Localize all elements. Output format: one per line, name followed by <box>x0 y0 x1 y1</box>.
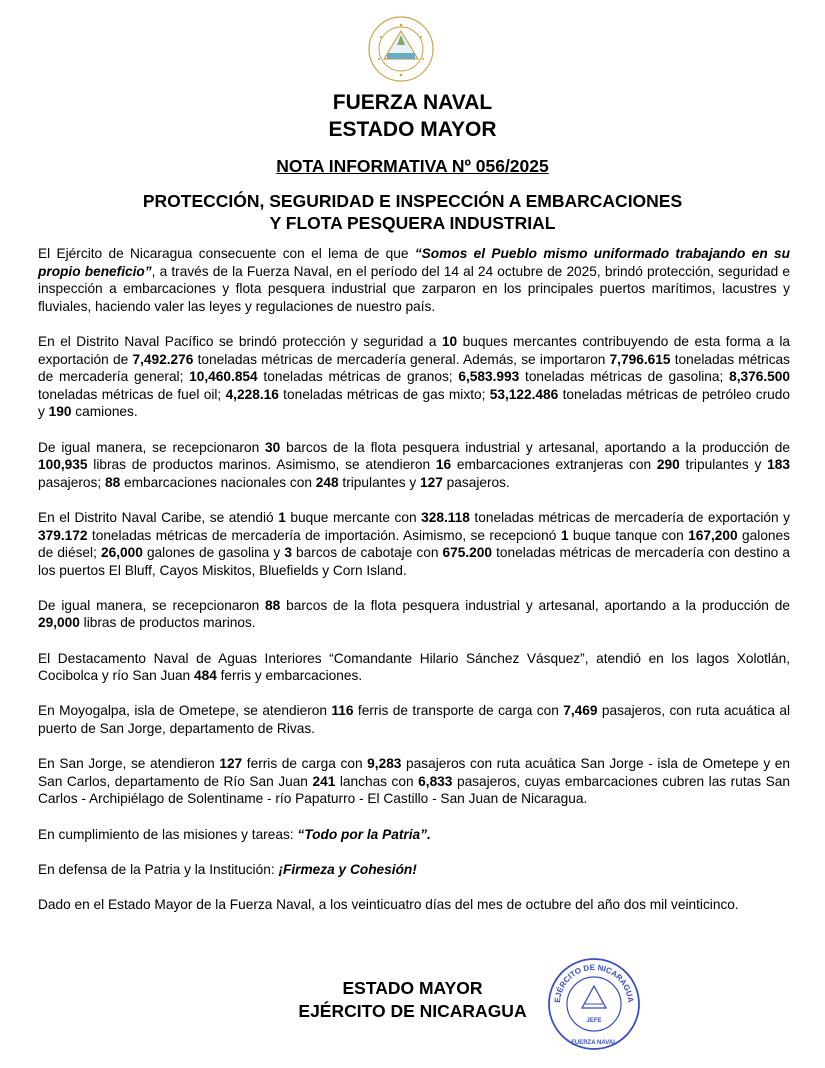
paragraph-text: tripulantes y <box>679 457 768 473</box>
emphasis-text: 127 <box>219 756 243 772</box>
emphasis-text: 328.118 <box>421 509 470 525</box>
paragraph-text: camiones. <box>71 404 138 420</box>
body-paragraph-2 <box>38 333 790 421</box>
paragraph-text: En el Distrito Naval Pacífico se brindó protección y seguridad a <box>38 333 442 349</box>
emphasis-text: 190 <box>48 404 72 420</box>
document-subtitle <box>0 190 825 234</box>
body-paragraph-5 <box>38 597 790 632</box>
stamp-bottom-text: FUERZA NAVAL <box>571 1040 617 1046</box>
paragraph-text: pasajeros con ruta acuática San Jorge - isla de Ometepe y en San Carlos, departamento de Río San Juan <box>38 756 791 789</box>
paragraph-text: barcos de la flota pesquera industrial y artesanal, aportando a la producción de <box>280 597 790 613</box>
paragraph-text: barcos de la flota pesquera industrial y artesanal, aportando a la producción de <box>280 439 790 455</box>
paragraph-text: toneladas métricas de petróleo crudo y <box>38 386 790 420</box>
emphasis-text: 6,583.993 <box>458 369 520 385</box>
paragraph-text: En defensa de la Patria y la Institución: <box>38 861 279 877</box>
paragraph-text: ferris de carga con <box>242 756 368 772</box>
paragraph-text: pasajeros. <box>442 474 510 490</box>
paragraph-text: , a través de la Fuerza Naval, en el período del 14 al 24 octubre de 2025, brindó protección, seguridad e inspección a embarcaciones y flota pesquera industrial que zarparon en los principales puertos marítimos, lacustres y fluviales, haciendo valer las leyes y regulaciones de nuestro país. <box>38 263 790 314</box>
paragraph-text: El Destacamento Naval de Aguas Interiores “Comandante Hilario Sánchez Vásquez”, atendió en los lagos Xolotlán, Cocibolca y río San Juan <box>38 650 790 684</box>
paragraph-text: lanchas con <box>335 773 419 789</box>
paragraph-text: pasajeros, con ruta acuática al puerto de San Jorge, departamento de Rivas. <box>38 703 790 737</box>
emphasis-text: 3 <box>284 545 292 561</box>
emphasis-text: 675.200 <box>442 545 493 561</box>
paragraph-text: En Moyogalpa, isla de Ometepe, se atendieron <box>38 703 332 719</box>
emphasis-text: 379.172 <box>38 527 88 543</box>
body-paragraph-4 <box>38 509 790 579</box>
subtitle-line-1: PROTECCIÓN, SEGURIDAD E INSPECCIÓN A EMBARCACIONES <box>142 191 683 211</box>
paragraph-text: toneladas métricas de mercadería general. Además, se importaron <box>193 351 610 367</box>
emphasis-text: ¡Firmeza y Cohesión! <box>278 861 417 877</box>
paragraph-text: tripulantes y <box>338 474 420 490</box>
paragraph-text: En cumplimiento de las misiones y tareas: <box>38 826 298 842</box>
emphasis-text: 7,469 <box>563 703 598 719</box>
emphasis-text: 88 <box>265 597 281 613</box>
emphasis-text: 1 <box>560 527 569 543</box>
paragraph-text: El Ejército de Nicaragua consecuente con el lema de que <box>38 246 415 261</box>
paragraph-text: galones de diésel; <box>38 527 790 561</box>
paragraph-text: buques mercantes contribuyendo de esta forma a la exportación de <box>38 333 790 367</box>
paragraph-text: ferris y embarcaciones. <box>216 668 363 684</box>
nota-informativa-title: NOTA INFORMATIVA Nº 056/2025 <box>276 156 549 176</box>
header-fuerza-naval: FUERZA NAVAL <box>332 91 493 114</box>
paragraph-text: toneladas métricas de mercadería con destino a los puertos El Bluff, Cayos Miskitos, Bluefields y Corn Island. <box>38 545 790 578</box>
emphasis-text: 116 <box>331 703 354 719</box>
emphasis-text: 1 <box>278 509 286 525</box>
emphasis-text: 241 <box>312 773 336 789</box>
body-paragraph-3 <box>38 439 790 492</box>
emphasis-text: 16 <box>435 457 452 473</box>
paragraph-text: toneladas métricas de fuel oil; <box>38 386 226 402</box>
emphasis-text: 248 <box>315 474 339 490</box>
signature-ejercito: EJÉRCITO DE NICARAGUA <box>298 1001 527 1021</box>
body-paragraph-10 <box>38 861 790 879</box>
emphasis-text: 127 <box>420 474 443 490</box>
paragraph-text: galones de gasolina y <box>142 545 285 561</box>
paragraph-text: toneladas métricas de mercadería general; <box>38 351 791 385</box>
stamp-center-text: JEFE <box>586 1018 602 1024</box>
paragraph-text: toneladas métricas de mercadería de importación. Asimismo, se recepcionó <box>87 527 561 543</box>
stamp-ring-text: EJÉRCITO DE NICARAGUA <box>552 962 636 1004</box>
emphasis-text: 9,283 <box>367 756 402 772</box>
nicaragua-coat-of-arms-seal <box>367 15 435 83</box>
paragraph-text: pasajeros; <box>38 474 105 490</box>
emphasis-text: 4,228.16 <box>225 386 279 402</box>
paragraph-text: toneladas métricas de gas mixto; <box>278 386 490 402</box>
paragraph-text: ferris de transporte de carga con <box>353 703 564 719</box>
header-estado-mayor: ESTADO MAYOR <box>328 118 497 141</box>
body-paragraph-6 <box>38 650 790 685</box>
emphasis-text: 7,796.615 <box>609 351 671 367</box>
paragraph-text: buque tanque con <box>568 527 689 543</box>
emphasis-text: 8,376.500 <box>729 369 790 385</box>
paragraph-text: De igual manera, se recepcionaron <box>38 597 266 613</box>
paragraph-text: embarcaciones nacionales con <box>120 474 316 490</box>
paragraph-text: pasajeros, cuyas embarcaciones cubren las rutas San Carlos - Archipiélago de Solentiname - río Papaturro - El Castillo - San Juan de Nicaragua. <box>38 773 791 807</box>
emphasis-text: 484 <box>193 668 217 684</box>
emphasis-text: 10 <box>441 333 458 349</box>
body-paragraph-7 <box>38 702 790 737</box>
paragraph-text: De igual manera, se recepcionaron <box>38 439 266 455</box>
paragraph-text: Dado en el Estado Mayor de la Fuerza Naval, a los veinticuatro días del mes de octubre del año dos mil veinticinco. <box>38 896 739 912</box>
emphasis-text: “Todo por la Patria”. <box>297 826 431 842</box>
emphasis-text: 167,200 <box>688 527 738 543</box>
paragraph-text: toneladas métricas de granos; <box>257 369 459 385</box>
emphasis-text: 29,000 <box>38 615 80 631</box>
paragraph-text: barcos de cabotaje con <box>291 545 443 561</box>
emphasis-text: 183 <box>767 457 790 473</box>
emphasis-text: 100,935 <box>38 457 88 473</box>
paragraph-text: buque mercante con <box>285 509 422 525</box>
paragraph-text: En el Distrito Naval Caribe, se atendió <box>38 509 279 525</box>
body-paragraph-1 <box>38 245 790 315</box>
emphasis-text: 26,000 <box>100 545 143 561</box>
document-body <box>38 245 790 931</box>
emphasis-text: 6,833 <box>418 773 453 789</box>
emphasis-text: “Somos el Pueblo mismo uniformado trabajando en su propio beneficio” <box>38 246 790 279</box>
emphasis-text: 290 <box>656 457 680 473</box>
paragraph-text: embarcaciones extranjeras con <box>451 457 657 473</box>
paragraph-text: libras de productos marinos. <box>79 615 256 631</box>
emphasis-text: 30 <box>265 439 281 455</box>
emphasis-text: 53,122.486 <box>489 386 559 402</box>
paragraph-text: toneladas métricas de mercadería de exportación y <box>469 509 790 525</box>
emphasis-text: 88 <box>104 474 121 490</box>
official-stamp-icon <box>546 956 642 1052</box>
signature-estado-mayor: ESTADO MAYOR <box>342 978 483 998</box>
subtitle-line-2: Y FLOTA PESQUERA INDUSTRIAL <box>269 213 556 233</box>
body-paragraph-11 <box>38 896 790 914</box>
paragraph-text: libras de productos marinos. Asimismo, se atendieron <box>87 457 436 473</box>
paragraph-text: toneladas métricas de gasolina; <box>519 369 730 385</box>
body-paragraph-8 <box>38 755 790 808</box>
paragraph-text: En San Jorge, se atendieron <box>38 756 220 772</box>
body-paragraph-9 <box>38 826 790 844</box>
emphasis-text: 7,492.276 <box>132 351 194 367</box>
emphasis-text: 10,460.854 <box>189 369 258 385</box>
